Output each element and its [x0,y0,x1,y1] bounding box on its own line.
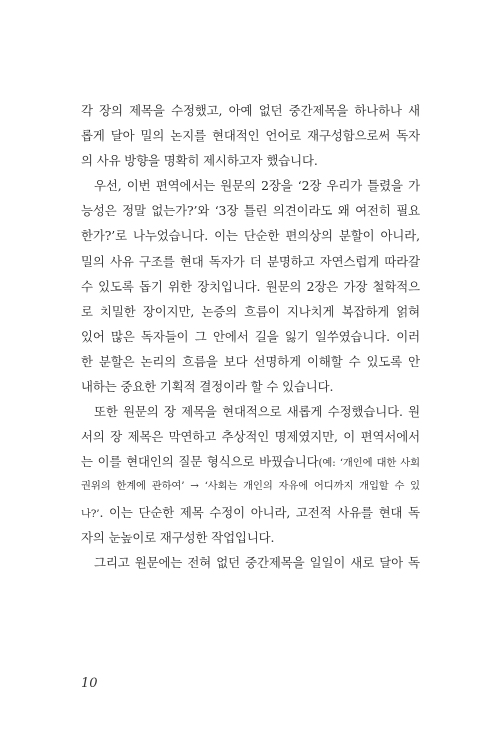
text-line: 서의 장 제목은 막연하고 추상적인 명제였지만, 이 편역서에서 [81,429,420,445]
text-line: 수 있도록 돕기 위한 장치입니다. 원문의 2장은 가장 철학적으 [81,278,420,294]
text-line: 로 치밀한 장이지만, 논증의 흐름이 지나치게 복잡하게 얽혀 [81,303,420,319]
text-line: 한 분할은 논리의 흐름을 보다 선명하게 이해할 수 있도록 안 [81,353,420,369]
text-line: 우선, 이번 편역에서는 원문의 2장을 ‘2장 우리가 틀렸을 가 [94,178,420,194]
body-text [81,98,420,575]
page-number: 10 [81,676,98,691]
text-segment: . 이는 단순한 제목 수정이 아니라, 고전적 사유를 현대 독 [99,504,420,520]
text-line: 그리고 원문에는 전혀 없던 중간제목을 일일이 새로 달아 독 [94,554,420,570]
text-line: 각 장의 제목을 수정했고, 아예 없던 중간제목을 하나하나 새 [81,103,420,118]
text-line: 또한 원문의 장 제목을 현대적으로 새롭게 수정했습니다. 원 [94,404,420,420]
text-line [81,500,420,525]
text-line [81,449,420,474]
text-line: 내하는 중요한 기획적 결정이라 할 수 있습니다. [81,379,334,395]
text-line: 한가?’로 나누었습니다. 이는 단순한 편의상의 분할이 아니라, [81,228,420,244]
text-line: 능성은 정말 없는가?’와 ‘3장 틀린 의견이라도 왜 여전히 필요 [81,203,420,219]
example-note-line: 권위의 한계에 관하여’ → ‘사회는 개인의 자유에 어디까지 개입할 수 있 [81,480,420,493]
text-line: 밀의 사유 구조를 현대 독자가 더 분명하고 자연스럽게 따라갈 [81,253,420,269]
text-segment: 는 이를 현대인의 질문 형식으로 바꿨습니다 [81,454,319,470]
example-note: (예: ‘개인에 대한 사회 [318,457,420,470]
text-line: 자의 눈높이로 재구성한 작업입니다. [81,529,275,545]
text-line: 있어 많은 독자들이 그 안에서 길을 잃기 일쑤였습니다. 이러 [81,328,420,344]
text-line: 의 사유 방향을 명확히 제시하고자 했습니다. [81,153,318,169]
example-note: 나?’ [81,507,100,520]
text-line: 롭게 달아 밀의 논지를 현대적인 언어로 재구성함으로써 독자 [81,128,420,144]
